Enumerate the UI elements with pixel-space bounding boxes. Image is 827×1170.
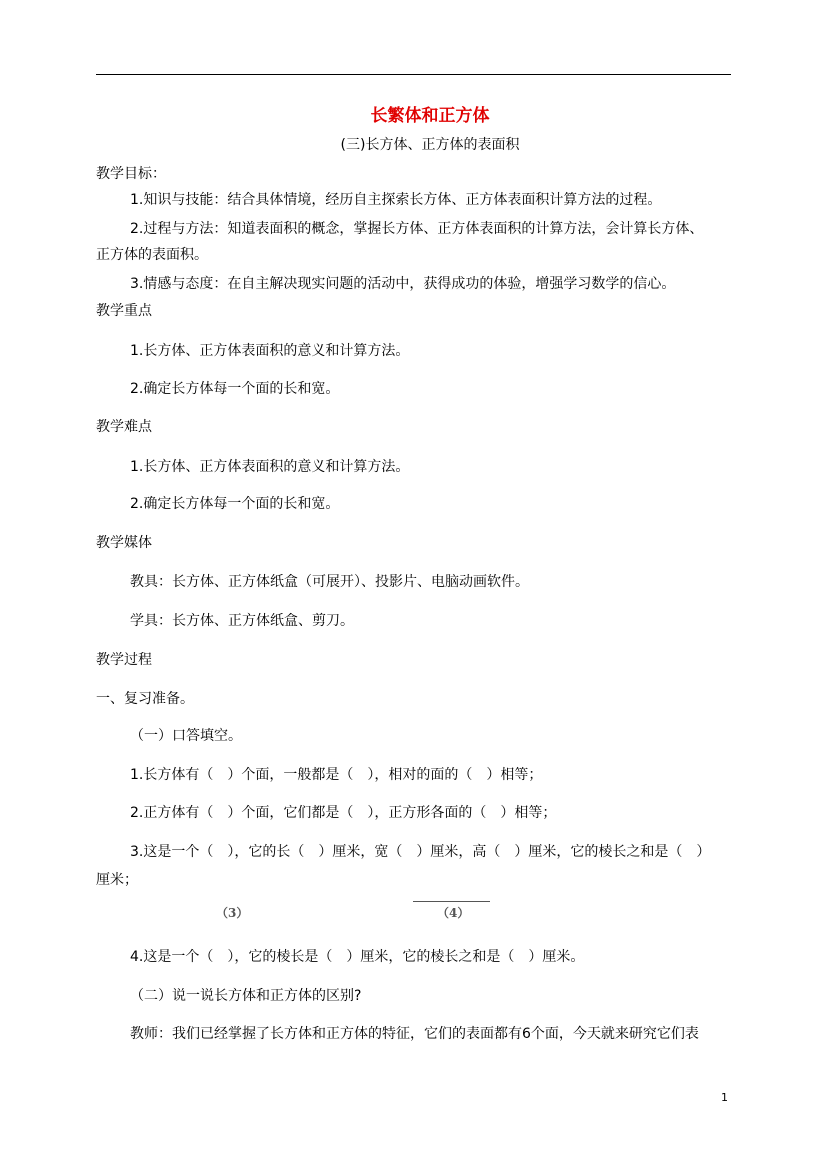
document-title: 长繁体和正方体: [370, 106, 490, 126]
section-heading-process: 教学过程: [96, 652, 152, 668]
paragraph-line: 教师：我们已经掌握了长方体和正方体的特征，它们的表面都有6个面，今天就来研究它们表: [130, 1026, 699, 1042]
paragraph-line: 2.确定长方体每一个面的长和宽。: [130, 496, 340, 512]
paragraph-line: 1.长方体有（ ）个面，一般都是（ ），相对的面的（ ）相等；: [130, 767, 543, 783]
paragraph-line: 1.知识与技能：结合具体情境，经历自主探索长方体、正方体表面积计算方法的过程。: [130, 192, 662, 208]
document-subtitle: (三)长方体、正方体的表面积: [340, 137, 520, 153]
paragraph-line: 教具：长方体、正方体纸盒（可展开）、投影片、电脑动画软件。: [130, 574, 529, 590]
paragraph-line: （二）说一说长方体和正方体的区别?: [130, 988, 362, 1004]
section-heading-objectives: 教学目标：: [96, 166, 166, 182]
paragraph-line: （一）口答填空。: [130, 728, 242, 744]
paragraph-line: 一、复习准备。: [96, 691, 194, 707]
section-heading-difficulties: 教学难点: [96, 419, 152, 435]
paragraph-line: 3.情感与态度：在自主解决现实问题的活动中，获得成功的体验，增强学习数学的信心。: [130, 276, 676, 292]
paragraph-line: 4.这是一个（ ），它的棱长是（ ）厘米，它的棱长之和是（ ）厘米。: [130, 949, 585, 965]
section-heading-media: 教学媒体: [96, 535, 152, 551]
header-rule: [96, 74, 731, 75]
paragraph-line: 厘米；: [96, 872, 138, 888]
figure-label-3: （3）: [216, 906, 249, 920]
paragraph-line: 3.这是一个（ ），它的长（ ）厘米，宽（ ）厘米，高（ ）厘米，它的棱长之和是（ ）: [130, 844, 711, 860]
paragraph-line: 1.长方体、正方体表面积的意义和计算方法。: [130, 343, 410, 359]
paragraph-line: 1.长方体、正方体表面积的意义和计算方法。: [130, 459, 410, 475]
section-heading-key-points: 教学重点: [96, 303, 152, 319]
paragraph-line: 2.正方体有（ ）个面，它们都是（ ），正方形各面的（ ）相等；: [130, 805, 557, 821]
figure-label-4: （4）: [437, 906, 470, 920]
paragraph-line: 2.过程与方法：知道表面积的概念，掌握长方体、正方体表面积的计算方法，会计算长方体、: [130, 221, 704, 237]
figure-line: [413, 901, 490, 902]
paragraph-line: 正方体的表面积。: [96, 247, 208, 263]
page-number: 1: [721, 1091, 728, 1104]
paragraph-line: 学具：长方体、正方体纸盒、剪刀。: [130, 613, 354, 629]
paragraph-line: 2.确定长方体每一个面的长和宽。: [130, 381, 340, 397]
